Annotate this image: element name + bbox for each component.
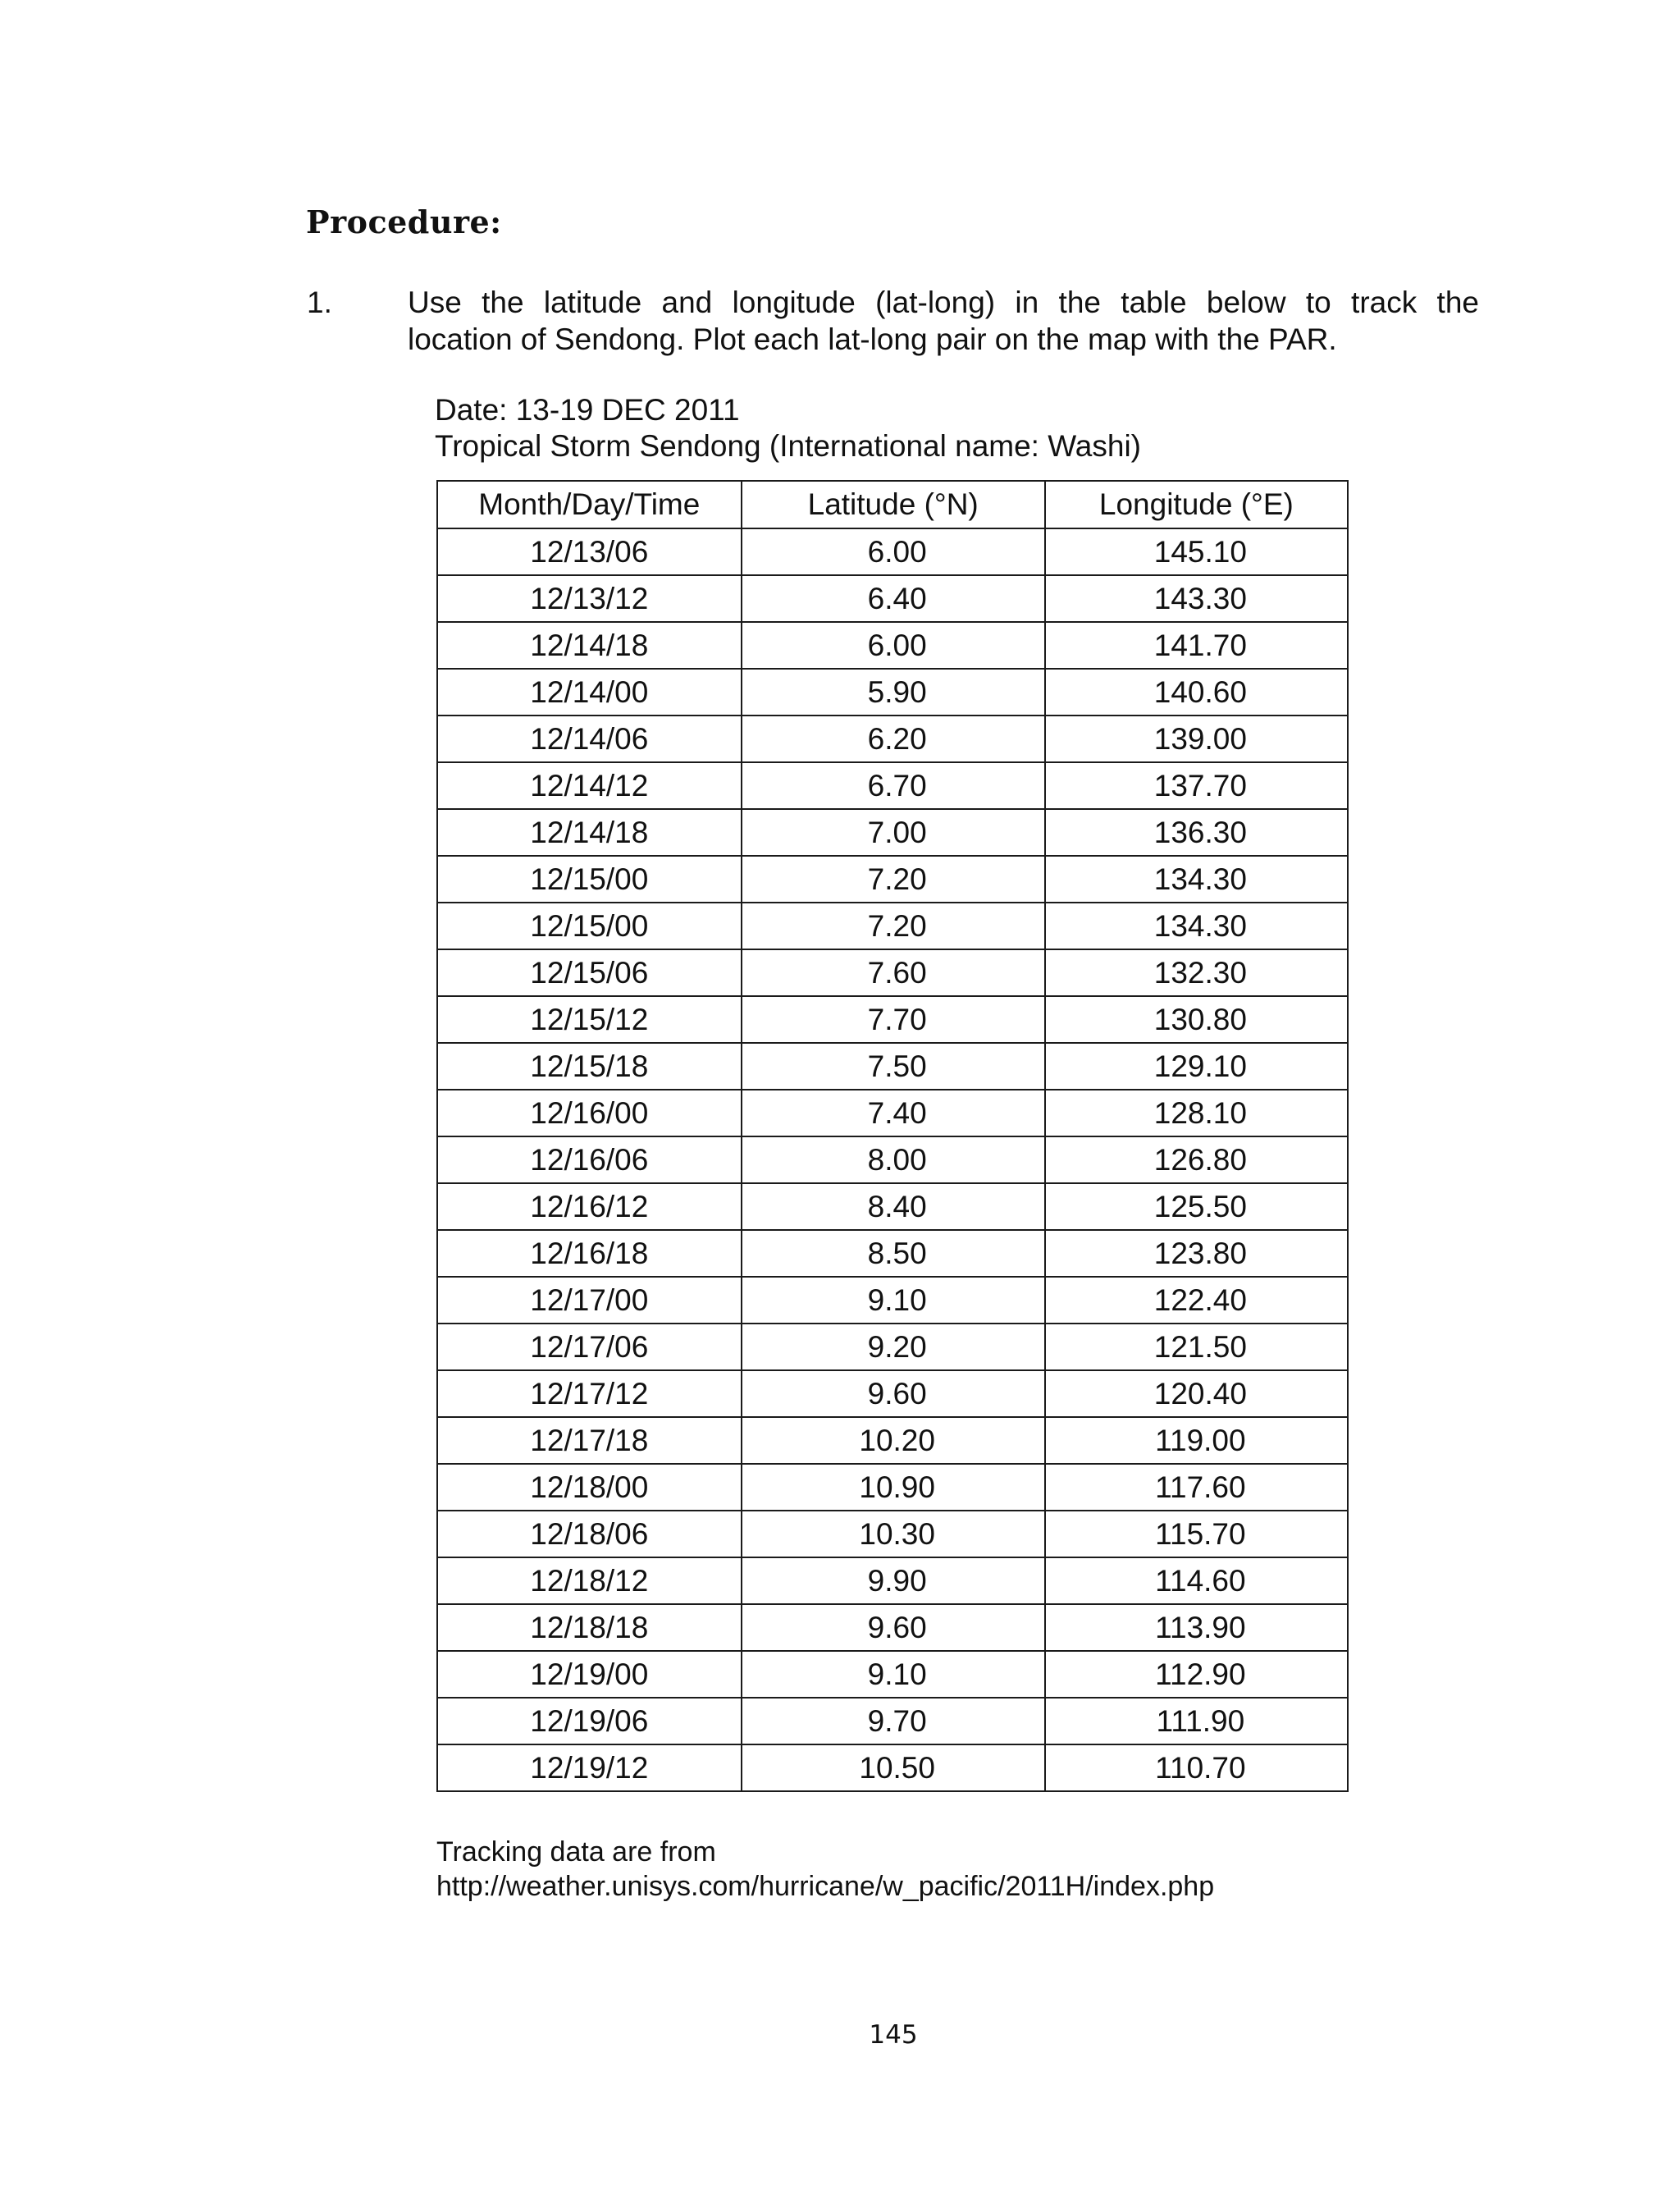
table-body bbox=[437, 528, 1348, 1791]
cell-longitude: 126.80 bbox=[1045, 1136, 1348, 1183]
table-row bbox=[437, 1604, 1348, 1651]
step-number: 1. bbox=[307, 286, 332, 319]
table-row bbox=[437, 1417, 1348, 1464]
cell-latitude: 10.50 bbox=[742, 1744, 1045, 1791]
cell-longitude: 145.10 bbox=[1045, 528, 1348, 575]
cell-latitude: 10.90 bbox=[742, 1464, 1045, 1511]
cell-latitude: 9.20 bbox=[742, 1324, 1045, 1370]
cell-longitude: 137.70 bbox=[1045, 762, 1348, 809]
cell-time: 12/18/12 bbox=[437, 1557, 742, 1604]
cell-latitude: 8.50 bbox=[742, 1230, 1045, 1277]
cell-latitude: 10.30 bbox=[742, 1511, 1045, 1557]
cell-longitude: 130.80 bbox=[1045, 996, 1348, 1043]
cell-latitude: 7.60 bbox=[742, 949, 1045, 996]
step-line-1: Use the latitude and longitude (lat-long) in the table below to track the bbox=[408, 286, 1479, 319]
cell-longitude: 117.60 bbox=[1045, 1464, 1348, 1511]
cell-time: 12/18/18 bbox=[437, 1604, 742, 1651]
cell-time: 12/18/00 bbox=[437, 1464, 742, 1511]
cell-longitude: 111.90 bbox=[1045, 1698, 1348, 1744]
cell-latitude: 7.20 bbox=[742, 903, 1045, 949]
source-note-text: Tracking data are from bbox=[436, 1836, 716, 1868]
table-row bbox=[437, 669, 1348, 716]
source-note bbox=[436, 1835, 1214, 1904]
cell-time: 12/17/18 bbox=[437, 1417, 742, 1464]
cell-time: 12/14/18 bbox=[437, 622, 742, 669]
cell-longitude: 110.70 bbox=[1045, 1744, 1348, 1791]
cell-time: 12/16/12 bbox=[437, 1183, 742, 1230]
table-row bbox=[437, 762, 1348, 809]
cell-longitude: 143.30 bbox=[1045, 575, 1348, 622]
cell-latitude: 9.60 bbox=[742, 1370, 1045, 1417]
cell-latitude: 9.70 bbox=[742, 1698, 1045, 1744]
cell-latitude: 9.10 bbox=[742, 1651, 1045, 1698]
cell-longitude: 121.50 bbox=[1045, 1324, 1348, 1370]
step-line-2: location of Sendong. Plot each lat-long pair on the map with the PAR. bbox=[408, 322, 1337, 356]
cell-time: 12/13/12 bbox=[437, 575, 742, 622]
cell-time: 12/17/12 bbox=[437, 1370, 742, 1417]
cell-latitude: 6.70 bbox=[742, 762, 1045, 809]
cell-time: 12/19/12 bbox=[437, 1744, 742, 1791]
cell-time: 12/16/06 bbox=[437, 1136, 742, 1183]
table-row bbox=[437, 1744, 1348, 1791]
cell-time: 12/18/06 bbox=[437, 1511, 742, 1557]
cell-longitude: 119.00 bbox=[1045, 1417, 1348, 1464]
page-number: 145 bbox=[869, 2020, 918, 2050]
table-row bbox=[437, 1043, 1348, 1090]
table-row bbox=[437, 996, 1348, 1043]
cell-latitude: 8.00 bbox=[742, 1136, 1045, 1183]
cell-longitude: 139.00 bbox=[1045, 716, 1348, 762]
cell-longitude: 128.10 bbox=[1045, 1090, 1348, 1136]
cell-longitude: 134.30 bbox=[1045, 903, 1348, 949]
table-row bbox=[437, 575, 1348, 622]
cell-time: 12/19/06 bbox=[437, 1698, 742, 1744]
table-row bbox=[437, 1651, 1348, 1698]
table-row bbox=[437, 1698, 1348, 1744]
table-header-row bbox=[437, 481, 1348, 528]
table-row bbox=[437, 809, 1348, 856]
table-row bbox=[437, 856, 1348, 903]
table-row bbox=[437, 903, 1348, 949]
cell-time: 12/14/00 bbox=[437, 669, 742, 716]
cell-latitude: 7.40 bbox=[742, 1090, 1045, 1136]
storm-name: Tropical Storm Sendong (International name: Washi) bbox=[435, 429, 1141, 463]
tracking-table bbox=[436, 480, 1349, 1792]
date-range: Date: 13-19 DEC 2011 bbox=[435, 393, 740, 427]
table-row bbox=[437, 1370, 1348, 1417]
cell-longitude: 136.30 bbox=[1045, 809, 1348, 856]
cell-time: 12/15/18 bbox=[437, 1043, 742, 1090]
cell-longitude: 132.30 bbox=[1045, 949, 1348, 996]
table-row bbox=[437, 1464, 1348, 1511]
cell-latitude: 6.40 bbox=[742, 575, 1045, 622]
table-caption bbox=[435, 392, 1141, 464]
cell-time: 12/16/18 bbox=[437, 1230, 742, 1277]
table-row bbox=[437, 949, 1348, 996]
cell-latitude: 6.00 bbox=[742, 528, 1045, 575]
cell-latitude: 9.90 bbox=[742, 1557, 1045, 1604]
cell-latitude: 6.20 bbox=[742, 716, 1045, 762]
cell-time: 12/15/12 bbox=[437, 996, 742, 1043]
cell-longitude: 112.90 bbox=[1045, 1651, 1348, 1698]
cell-time: 12/13/06 bbox=[437, 528, 742, 575]
cell-time: 12/17/00 bbox=[437, 1277, 742, 1324]
cell-latitude: 9.60 bbox=[742, 1604, 1045, 1651]
cell-longitude: 140.60 bbox=[1045, 669, 1348, 716]
table-row bbox=[437, 528, 1348, 575]
cell-latitude: 7.00 bbox=[742, 809, 1045, 856]
cell-time: 12/15/00 bbox=[437, 856, 742, 903]
cell-longitude: 129.10 bbox=[1045, 1043, 1348, 1090]
table-row bbox=[437, 1230, 1348, 1277]
cell-longitude: 125.50 bbox=[1045, 1183, 1348, 1230]
cell-time: 12/17/06 bbox=[437, 1324, 742, 1370]
cell-longitude: 141.70 bbox=[1045, 622, 1348, 669]
table-row bbox=[437, 716, 1348, 762]
cell-longitude: 123.80 bbox=[1045, 1230, 1348, 1277]
cell-latitude: 5.90 bbox=[742, 669, 1045, 716]
cell-time: 12/14/18 bbox=[437, 809, 742, 856]
cell-latitude: 10.20 bbox=[742, 1417, 1045, 1464]
cell-time: 12/14/12 bbox=[437, 762, 742, 809]
cell-longitude: 114.60 bbox=[1045, 1557, 1348, 1604]
cell-time: 12/19/00 bbox=[437, 1651, 742, 1698]
table-row bbox=[437, 622, 1348, 669]
cell-latitude: 8.40 bbox=[742, 1183, 1045, 1230]
cell-latitude: 7.50 bbox=[742, 1043, 1045, 1090]
source-url: http://weather.unisys.com/hurricane/w_pacific/2011H/index.php bbox=[436, 1871, 1215, 1902]
cell-latitude: 9.10 bbox=[742, 1277, 1045, 1324]
procedure-heading: Procedure: bbox=[306, 203, 502, 240]
cell-latitude: 7.70 bbox=[742, 996, 1045, 1043]
header-latitude: Latitude (°N) bbox=[742, 481, 1045, 528]
table-row bbox=[437, 1183, 1348, 1230]
cell-longitude: 134.30 bbox=[1045, 856, 1348, 903]
cell-longitude: 113.90 bbox=[1045, 1604, 1348, 1651]
cell-longitude: 120.40 bbox=[1045, 1370, 1348, 1417]
cell-latitude: 6.00 bbox=[742, 622, 1045, 669]
cell-time: 12/16/00 bbox=[437, 1090, 742, 1136]
table-row bbox=[437, 1324, 1348, 1370]
cell-time: 12/14/06 bbox=[437, 716, 742, 762]
table-row bbox=[437, 1136, 1348, 1183]
cell-time: 12/15/00 bbox=[437, 903, 742, 949]
table-row bbox=[437, 1277, 1348, 1324]
step-instructions bbox=[408, 284, 1479, 358]
table-row bbox=[437, 1090, 1348, 1136]
table-row bbox=[437, 1511, 1348, 1557]
cell-longitude: 122.40 bbox=[1045, 1277, 1348, 1324]
cell-latitude: 7.20 bbox=[742, 856, 1045, 903]
cell-longitude: 115.70 bbox=[1045, 1511, 1348, 1557]
header-longitude: Longitude (°E) bbox=[1045, 481, 1348, 528]
header-month-day-time: Month/Day/Time bbox=[437, 481, 742, 528]
table-row bbox=[437, 1557, 1348, 1604]
cell-time: 12/15/06 bbox=[437, 949, 742, 996]
